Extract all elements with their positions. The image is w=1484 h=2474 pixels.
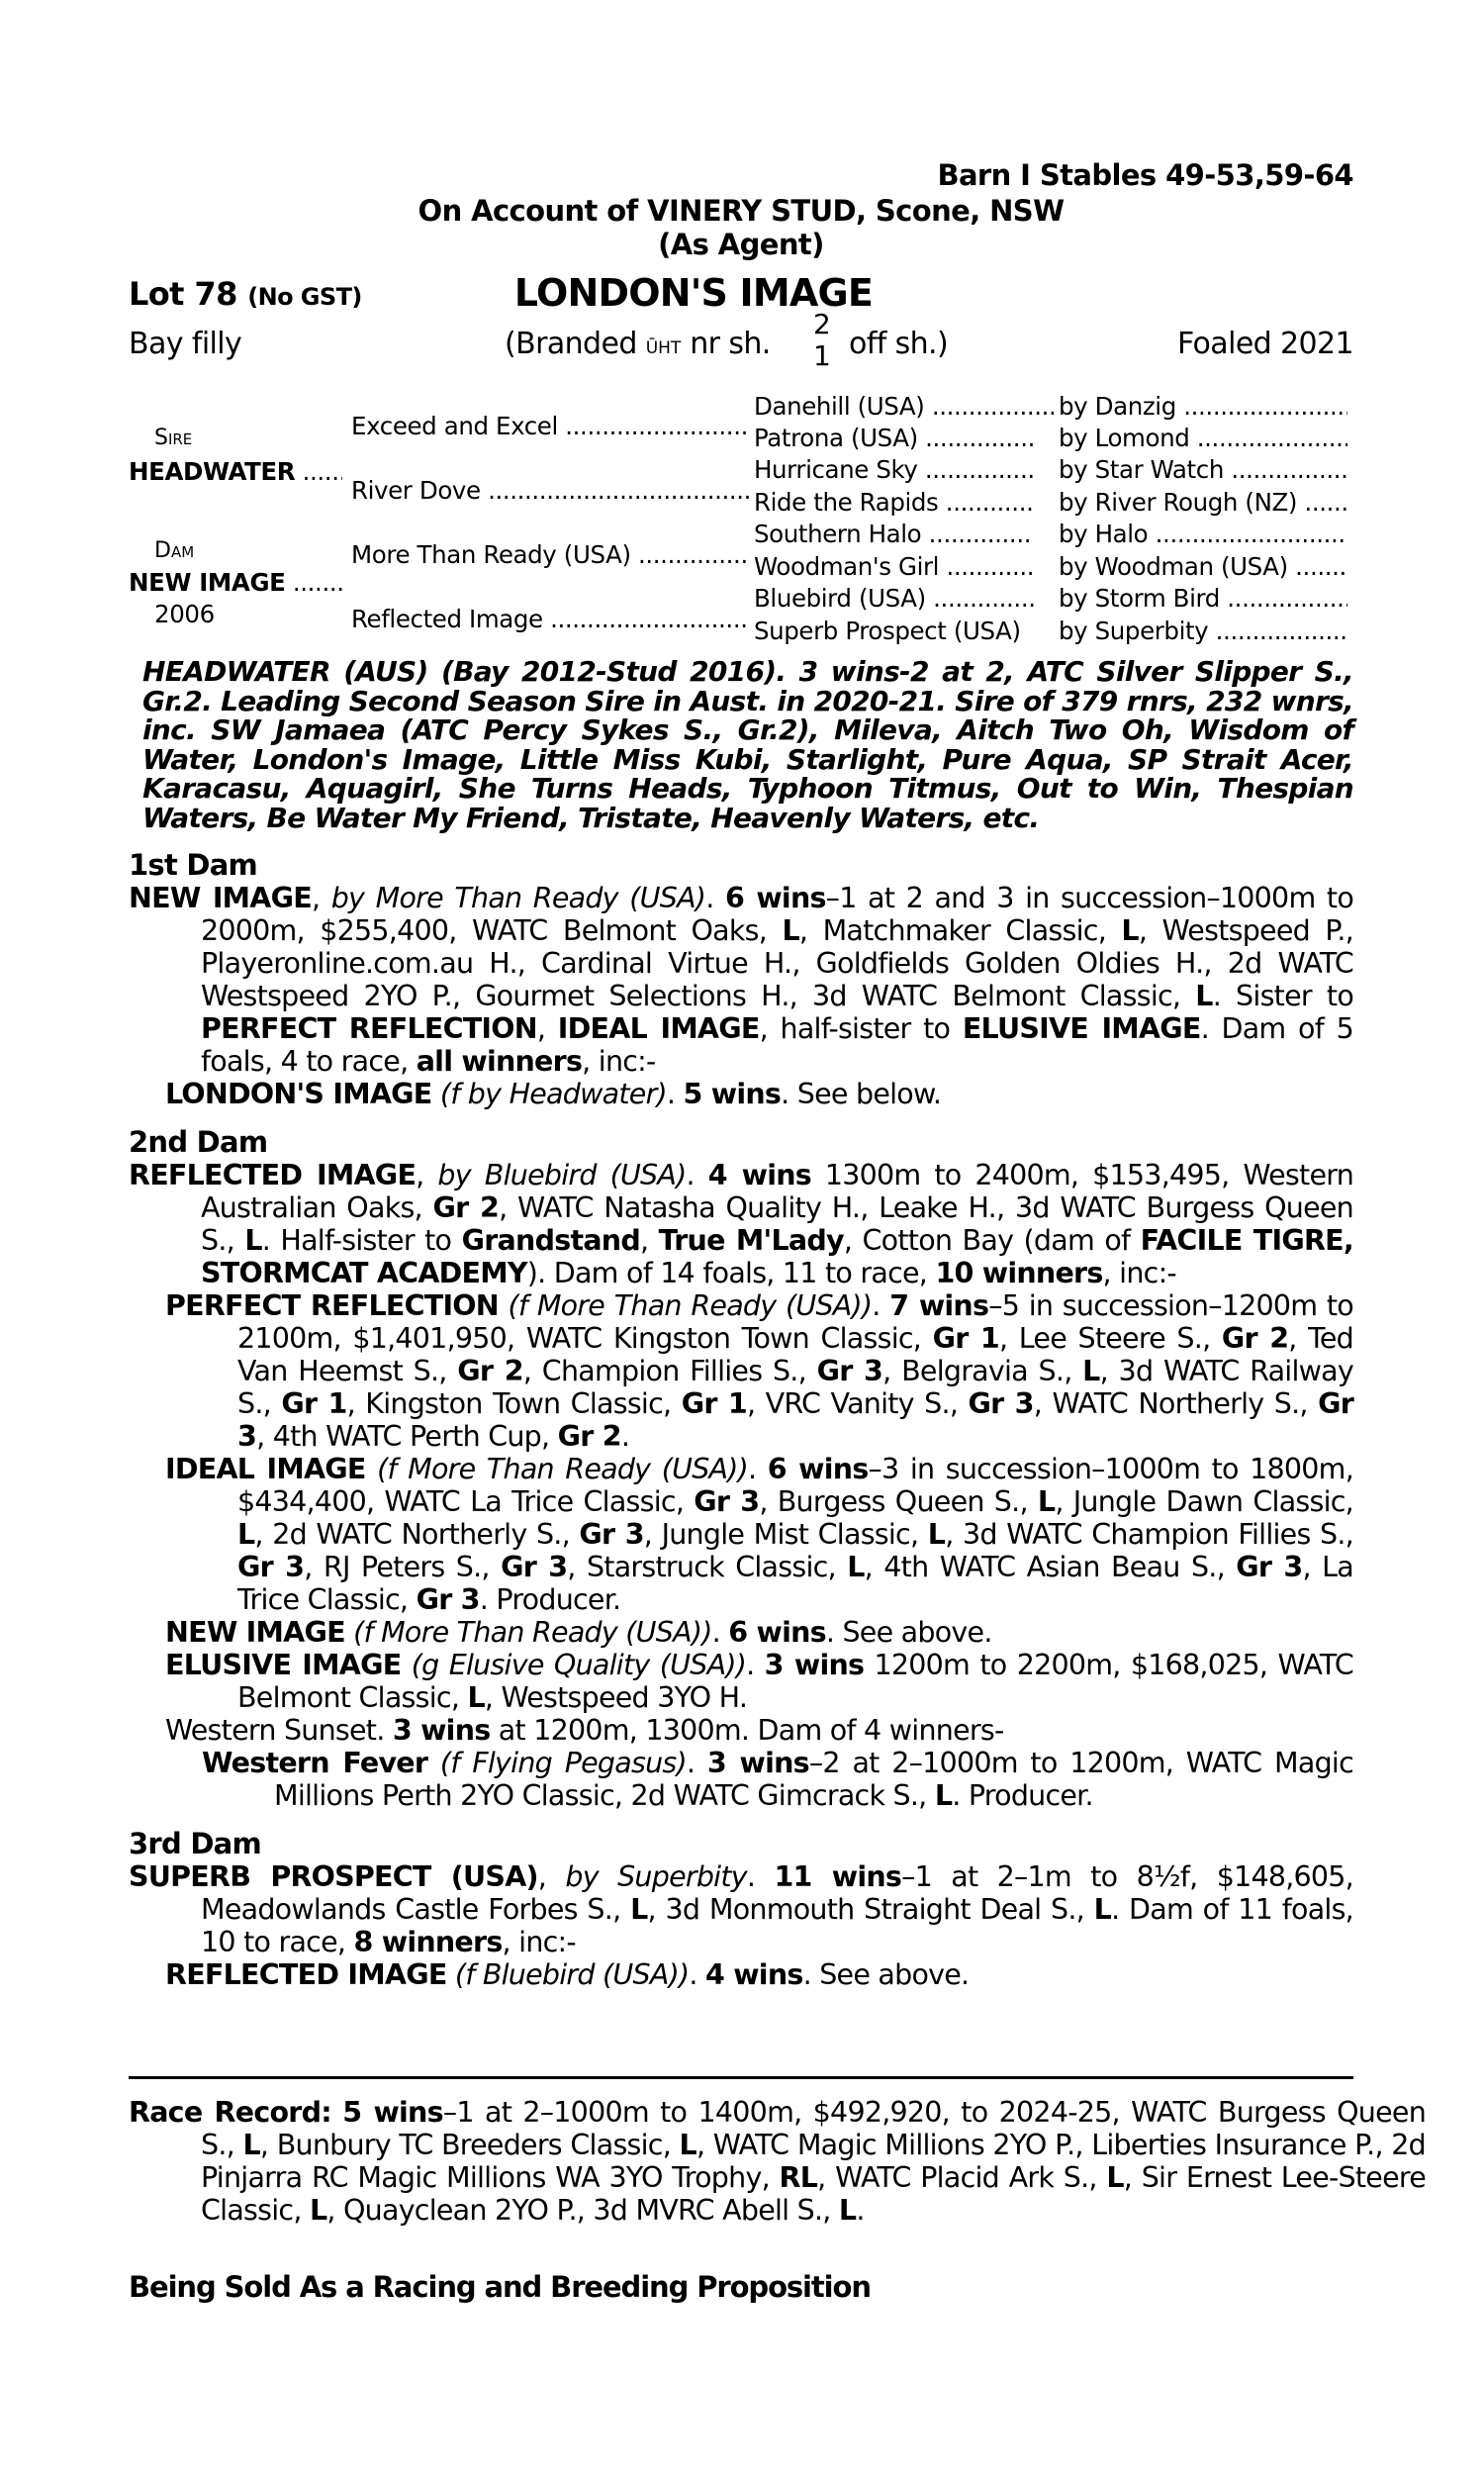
sire-name: HEADWATER ..... <box>129 457 342 486</box>
progeny-entry: NEW IMAGE (f More Than Ready (USA)). 6 wins. See above. <box>165 1616 992 1649</box>
text: , inc:- <box>582 1045 656 1078</box>
dam-name: NEW IMAGE <box>129 882 312 914</box>
text: , Burgess Queen S., <box>759 1485 1038 1518</box>
text: . Dam of 5 foals, 4 to race, <box>201 1012 1353 1078</box>
text: , <box>536 1012 558 1045</box>
text: . Dam of 11 foals, 10 to race, <box>201 1893 1353 1958</box>
progeny-sire: (f More Than Ready (USA)) <box>377 1453 749 1485</box>
text: at 1200m, 1300m. Dam of 4 winners- <box>490 1714 1004 1747</box>
text: , RJ Peters S., <box>304 1551 502 1583</box>
text: , <box>311 882 331 914</box>
first-dam-heading: 1st Dam <box>129 848 258 882</box>
listed-badge: L <box>309 2194 327 2227</box>
listed-badge: L <box>244 1224 262 1257</box>
listed-badge: L <box>467 1681 485 1714</box>
text: , Matchmaker Classic, <box>798 914 1122 947</box>
dam-year: 2006 <box>154 600 215 628</box>
text: –3 in succession–1000m to 1800m, $434,400, WATC La Trice Classic, <box>237 1453 1354 1518</box>
text: –2 at 2–1000m to 1200m, WATC Magic Millions Perth 2YO Classic, 2d WATC Gimcrack S., <box>274 1747 1354 1812</box>
grand-progeny-entry: Western Fever (f Flying Pegasus). 3 wins–2 at 2–1000m to 1200m, WATC Magic Millions Perth 2YO Classic, 2d WATC Gimcrack S., L. Producer. <box>202 1747 1354 1812</box>
wins: 6 wins <box>767 1453 869 1485</box>
text: –1 at 2–1000m to 1400m, $492,920, to 2024-25, WATC Burgess Queen S., <box>201 2096 1427 2161</box>
progeny-sire: (f Bluebird (USA)) <box>454 1958 690 1991</box>
wins: 6 wins <box>724 882 826 914</box>
progeny-entry <box>129 1078 1353 1110</box>
race-record-label: Race Record: <box>129 2096 331 2129</box>
pedigree-table <box>129 388 1353 649</box>
gst-note: (No GST) <box>247 283 362 311</box>
text: , Sir Ernest Lee-Steere Classic, <box>201 2161 1426 2227</box>
sire-ref: by More Than Ready (USA) <box>330 882 706 914</box>
progeny-entry: REFLECTED IMAGE (f Bluebird (USA)). 4 wins. See above. <box>165 1958 970 1991</box>
text: , Bunbury TC Breeders Classic, <box>259 2129 680 2161</box>
text: . Sister to <box>1212 980 1354 1012</box>
pedigree-gen4: by Woodman (USA) ..... <box>1059 552 1347 581</box>
third-dam-section <box>129 1828 1353 1991</box>
text: , 2d WATC Northerly S., <box>254 1518 580 1551</box>
first-dam-entry <box>129 882 1353 1078</box>
vendor-line: On Account of VINERY STUD, Scone, NSW <box>417 194 1065 228</box>
pedigree-gen3: Southern Halo ..... <box>754 520 1031 548</box>
pedigree-gen4: by Halo ..... <box>1059 520 1347 548</box>
progeny-sire: (f More Than Ready (USA)) <box>508 1289 873 1322</box>
wins: 3 wins <box>764 1649 865 1681</box>
section-divider <box>129 2076 1353 2079</box>
wins: 3 wins <box>706 1747 809 1779</box>
wins: 11 wins <box>774 1860 902 1893</box>
dam-label: Dam <box>154 538 195 563</box>
text: , Jungle Mist Classic, <box>643 1518 928 1551</box>
progeny-name: REFLECTED IMAGE <box>165 1958 447 1991</box>
text: , WATC Natasha Quality H., Leake H., 3d WATC Burgess Queen S., <box>201 1191 1353 1257</box>
text: , 4th WATC Perth Cup, <box>256 1420 558 1453</box>
wins: 7 wins <box>889 1289 989 1322</box>
wins: 6 wins <box>728 1616 826 1649</box>
horse-name <box>129 271 1353 315</box>
sibling-name: ELUSIVE IMAGE <box>962 1012 1201 1045</box>
brand-fraction-top: 2 <box>813 308 831 340</box>
grade-badge: Gr 3 <box>237 1387 1354 1453</box>
grade-badge: Gr 2 <box>1221 1322 1289 1355</box>
text: 1200m to 2200m, $168,025, WATC Belmont Classic, <box>237 1649 1353 1714</box>
listed-badge: L <box>782 914 799 947</box>
grade-badge: Gr 2 <box>557 1420 621 1453</box>
text: , 3d WATC Railway S., <box>237 1355 1354 1420</box>
text: . <box>705 882 725 914</box>
text: . See below. <box>781 1078 942 1110</box>
text: , Westspeed P., Playeronline.com.au H., Cardinal Virtue H., Goldfields Golden Oldies H., 2d WATC Westspeed 2YO P., Gourmet Selections H., 3d WATC Belmont Classic, <box>201 914 1353 1012</box>
sire-ref: by Superbity <box>565 1860 747 1893</box>
dam-name: NEW IMAGE ..... <box>129 568 342 597</box>
dam-name: REFLECTED IMAGE <box>129 1159 417 1191</box>
brand-prefix: (Branded <box>505 327 637 361</box>
text: , WATC Magic Millions 2YO P., Liberties Insurance P., 2d Pinjarra RC Magic Millions WA 3YO Trophy, <box>201 2129 1426 2194</box>
dam-name: SUPERB PROSPECT (USA) <box>129 1860 538 1893</box>
second-dam-heading: 2nd Dam <box>129 1125 268 1159</box>
pedigree-gen3: Superb Prospect (USA) <box>754 617 1021 645</box>
text: , Cotton Bay (dam of <box>843 1224 1141 1257</box>
progeny-name: IDEAL IMAGE <box>165 1453 366 1485</box>
text: , VRC Vanity S., <box>746 1387 969 1420</box>
text: , inc:- <box>1102 1257 1176 1289</box>
third-dam-heading: 3rd Dam <box>129 1827 261 1860</box>
wins: 5 wins <box>683 1078 782 1110</box>
listed-badge: L <box>847 1551 865 1583</box>
text: –1 at 2 and 3 in succession–1000m to 2000m, $255,400, WATC Belmont Oaks, <box>201 882 1354 947</box>
text: –1 at 2–1m to 8½f, $148,605, Meadowlands Castle Forbes S., <box>201 1860 1353 1926</box>
pedigree-gen2: Reflected Image ..... <box>351 605 749 633</box>
winners-note: 8 winners <box>353 1926 503 1958</box>
grade-badge: Gr 3 <box>501 1551 568 1583</box>
progeny-name: ELUSIVE IMAGE <box>165 1649 402 1681</box>
pedigree-gen4: by Danzig ..... <box>1059 392 1347 421</box>
brand-fraction-bottom: 1 <box>813 339 831 372</box>
progeny-entry: IDEAL IMAGE (f More Than Ready (USA)). 6 wins–3 in succession–1000m to 1800m, $434,400, WATC La Trice Classic, Gr 3, Burgess Queen S., L, Jungle Dawn Classic, L, 2d WATC Northerly S., Gr 3, Jungle Mist Classic, L, 3d WATC Champion Fillies S., Gr 3, RJ Peters S., Gr 3, Starstruck Classic, L, 4th WATC Asian Beau S., Gr 3, La Trice Classic, Gr 3. Producer. <box>165 1453 1354 1616</box>
text: , La Trice Classic, <box>237 1551 1353 1616</box>
pedigree-gen4: by River Rough (NZ) ..... <box>1059 488 1347 517</box>
text: , Jungle Dawn Classic, <box>1055 1485 1353 1518</box>
sire-ref: by Bluebird (USA) <box>437 1159 687 1191</box>
sibling-name: IDEAL IMAGE <box>557 1012 760 1045</box>
text: . <box>666 1078 684 1110</box>
grade-badge: Gr 3 <box>579 1518 644 1551</box>
pedigree-gen3: Ride the Rapids ..... <box>754 488 1036 517</box>
horse-description: Bay filly <box>129 327 242 361</box>
text: , WATC Northerly S., <box>1033 1387 1319 1420</box>
sibling-name: Grandstand <box>461 1224 640 1257</box>
wins: 3 wins <box>392 1714 491 1747</box>
agent-note: (As Agent) <box>658 228 824 261</box>
grade-badge: Gr 1 <box>932 1322 999 1355</box>
pedigree-gen3: Hurricane Sky ..... <box>754 455 1036 484</box>
text: , Westspeed 3YO H. <box>484 1681 748 1714</box>
lot-label: Lot 78 <box>129 275 237 313</box>
grade-badge: Gr 3 <box>1236 1551 1303 1583</box>
text: , 3d Monmouth Straight Deal S., <box>647 1893 1094 1926</box>
progeny-sire: (f by Headwater) <box>439 1078 667 1110</box>
brand-off: off sh.) <box>849 327 949 361</box>
progeny-name: LONDON'S IMAGE <box>165 1078 432 1110</box>
pedigree-gen2: River Dove ..... <box>351 476 749 505</box>
text: 1300m to 2400m, $153,495, Western Australian Oaks, <box>201 1159 1354 1224</box>
spacer <box>129 1110 1353 1126</box>
grade-badge: Gr 3 <box>816 1355 883 1387</box>
sire-label: Sire <box>154 426 193 450</box>
grade-badge: Gr 1 <box>681 1387 747 1420</box>
listed-badge: RL <box>779 2161 818 2194</box>
text: . See above. <box>802 1958 970 1991</box>
brand-info <box>505 327 771 361</box>
pedigree-gen3: Danehill (USA) ..... <box>754 392 1056 421</box>
progeny-name: Western Sunset. <box>165 1714 393 1747</box>
listed-badge: L <box>1106 2161 1124 2194</box>
text: , Kingston Town Classic, <box>346 1387 682 1420</box>
pedigree-gen3: Bluebird (USA) ..... <box>754 584 1036 613</box>
second-dam-entry: REFLECTED IMAGE, by Bluebird (USA). 4 wins 1300m to 2400m, $153,495, Western Australian Oaks, Gr 2, WATC Natasha Quality H., Leake H., 3d WATC Burgess Queen S., L. Half-sister to Grandstand, True M'Lady, Cotton Bay (dam of FACILE TIGRE, STORMCAT ACADEMY). Dam of 14 foals, 11 to race, 10 winners, inc:- <box>129 1159 1354 1289</box>
listed-badge: L <box>1093 1893 1112 1926</box>
grade-badge: Gr 2 <box>432 1191 500 1224</box>
text: . Producer. <box>479 1583 621 1616</box>
pedigree-gen2: Exceed and Excel ..... <box>351 412 749 440</box>
listed-badge: L <box>1121 914 1139 947</box>
text: , Quayclean 2YO P., 3d MVRC Abell S., <box>326 2194 839 2227</box>
text: , Ted Van Heemst S., <box>237 1322 1354 1387</box>
text: , inc:- <box>502 1926 576 1958</box>
listed-badge: L <box>1195 980 1213 1012</box>
text: . Producer. <box>952 1779 1093 1812</box>
pedigree-gen4: by Lomond ..... <box>1059 424 1347 452</box>
pedigree-gen4: by Storm Bird ..... <box>1059 584 1347 613</box>
grade-badge: Gr 1 <box>281 1387 347 1420</box>
text: , 3d WATC Champion Fillies S., <box>945 1518 1353 1551</box>
winners-note: 10 winners <box>935 1257 1103 1289</box>
grade-badge: Gr 3 <box>416 1583 480 1616</box>
text: . <box>856 2194 865 2227</box>
text: , Champion Fillies S., <box>522 1355 817 1387</box>
pedigree-gen4: by Star Watch ..... <box>1059 455 1347 484</box>
pedigree-gen3: Woodman's Girl ..... <box>754 552 1036 581</box>
text: ). Dam of 14 foals, 11 to race, <box>526 1257 936 1289</box>
listed-badge: L <box>242 2129 260 2161</box>
pedigree-gen3: Patrona (USA) ..... <box>754 424 1036 452</box>
text: , half-sister to <box>759 1012 963 1045</box>
spacer <box>129 1812 1353 1828</box>
listed-badge: L <box>927 1518 946 1551</box>
text: , Belgravia S., <box>882 1355 1083 1387</box>
grade-badge: Gr 3 <box>694 1485 760 1518</box>
progeny-sire: (f Flying Pegasus) <box>439 1747 687 1779</box>
progeny-sire: (f More Than Ready (USA)) <box>353 1616 712 1649</box>
progeny-entry: PERFECT REFLECTION (f More Than Ready (USA)). 7 wins–5 in succession–1200m to 2100m, $1,401,950, WATC Kingston Town Classic, Gr 1, Lee Steere S., Gr 2, Ted Van Heemst S., Gr 2, Champion Fillies S., Gr 3, Belgravia S., L, 3d WATC Railway S., Gr 1, Kingston Town Classic, Gr 1, VRC Vanity S., Gr 3, WATC Northerly S., Gr 3, 4th WATC Perth Cup, Gr 2. <box>165 1289 1354 1453</box>
listed-badge: L <box>679 2129 696 2161</box>
barn-location: Barn I Stables 49-53,59-64 <box>937 158 1353 192</box>
listed-badge: L <box>1037 1485 1056 1518</box>
brand-near: nr sh. <box>690 327 771 361</box>
dam-sections <box>129 849 1353 1991</box>
text: . <box>620 1420 630 1453</box>
grade-badge: Gr 2 <box>457 1355 523 1387</box>
pedigree-gen2: More Than Ready (USA) ..... <box>351 540 749 569</box>
text: . See above. <box>825 1616 992 1649</box>
sibling-progeny: FACILE TIGRE, STORMCAT ACADEMY <box>201 1224 1353 1289</box>
listed-badge: L <box>630 1893 648 1926</box>
pedigree-gen4: by Superbity ..... <box>1059 617 1347 645</box>
sibling-name: PERFECT REFLECTION <box>201 1012 537 1045</box>
text: , Starstruck Classic, <box>567 1551 848 1583</box>
progeny-name: Western Fever <box>202 1747 428 1779</box>
third-dam-entry: SUPERB PROSPECT (USA), by Superbity. 11 wins–1 at 2–1m to 8½f, $148,605, Meadowlands Castle Forbes S., L, 3d Monmouth Straight Deal S., L. Dam of 11 foals, 10 to race, 8 winners, inc:- <box>129 1860 1353 1958</box>
listed-badge: L <box>1082 1355 1100 1387</box>
brand-fraction <box>813 309 831 372</box>
text: –5 in succession–1200m to 2100m, $1,401,950, WATC Kingston Town Classic, <box>237 1289 1353 1355</box>
sibling-name: True M'Lady <box>658 1224 844 1257</box>
second-dam-section <box>129 1126 1353 1812</box>
sale-note: Being Sold As a Racing and Breeding Proposition <box>129 2270 871 2304</box>
progeny-entry: ELUSIVE IMAGE (g Elusive Quality (USA)). 3 wins 1200m to 2200m, $168,025, WATC Belmont Classic, L, Westspeed 3YO H. <box>165 1649 1353 1714</box>
sire-summary: HEADWATER (AUS) (Bay 2012-Stud 2016). 3 wins-2 at 2, ATC Silver Slipper S., Gr.2. Leading Second Season Sire in Aust. in 2020-21. Sire of 379 rnrs, 232 wnrs, inc. SW Jamaea (ATC Percy Sykes S., Gr.2), Mileva, Aitch Two Oh, Wisdom of Water, London's Image, Little Miss Kubi, Starlight, Pure Aqua, SP Strait Acer, Karacasu, Aquagirl, She Turns Heads, Typhoon Titmus, Out to Win, Thespian Waters, Be Water My Friend, Tristate, Heavenly Waters, etc. <box>142 655 1353 834</box>
winners-note: all winners <box>416 1045 583 1078</box>
race-record <box>129 2096 1426 2227</box>
text: . Half-sister to <box>261 1224 462 1257</box>
text: , Lee Steere S., <box>999 1322 1222 1355</box>
wins: 4 wins <box>704 1958 803 1991</box>
progeny-sire: (g Elusive Quality (USA)) <box>411 1649 747 1681</box>
horse-name-text: LONDON'S IMAGE <box>513 271 874 315</box>
progeny-name: PERFECT REFLECTION <box>165 1289 499 1322</box>
progeny-name: NEW IMAGE <box>165 1616 345 1649</box>
listed-badge: L <box>934 1779 953 1812</box>
grade-badge: Gr 3 <box>237 1551 305 1583</box>
progeny-entry <box>129 1714 1353 1747</box>
text: , WATC Placid Ark S., <box>817 2161 1107 2194</box>
wins: 5 wins <box>342 2096 443 2129</box>
first-dam-section <box>129 849 1353 1110</box>
listed-badge: L <box>838 2194 857 2227</box>
text: , 4th WATC Asian Beau S., <box>864 1551 1237 1583</box>
listed-badge: L <box>237 1518 255 1551</box>
grade-badge: Gr 3 <box>968 1387 1034 1420</box>
brand-mark-icon: ŪHT <box>645 338 682 358</box>
wins: 4 wins <box>707 1159 811 1191</box>
foaled-year: Foaled 2021 <box>1176 327 1353 361</box>
